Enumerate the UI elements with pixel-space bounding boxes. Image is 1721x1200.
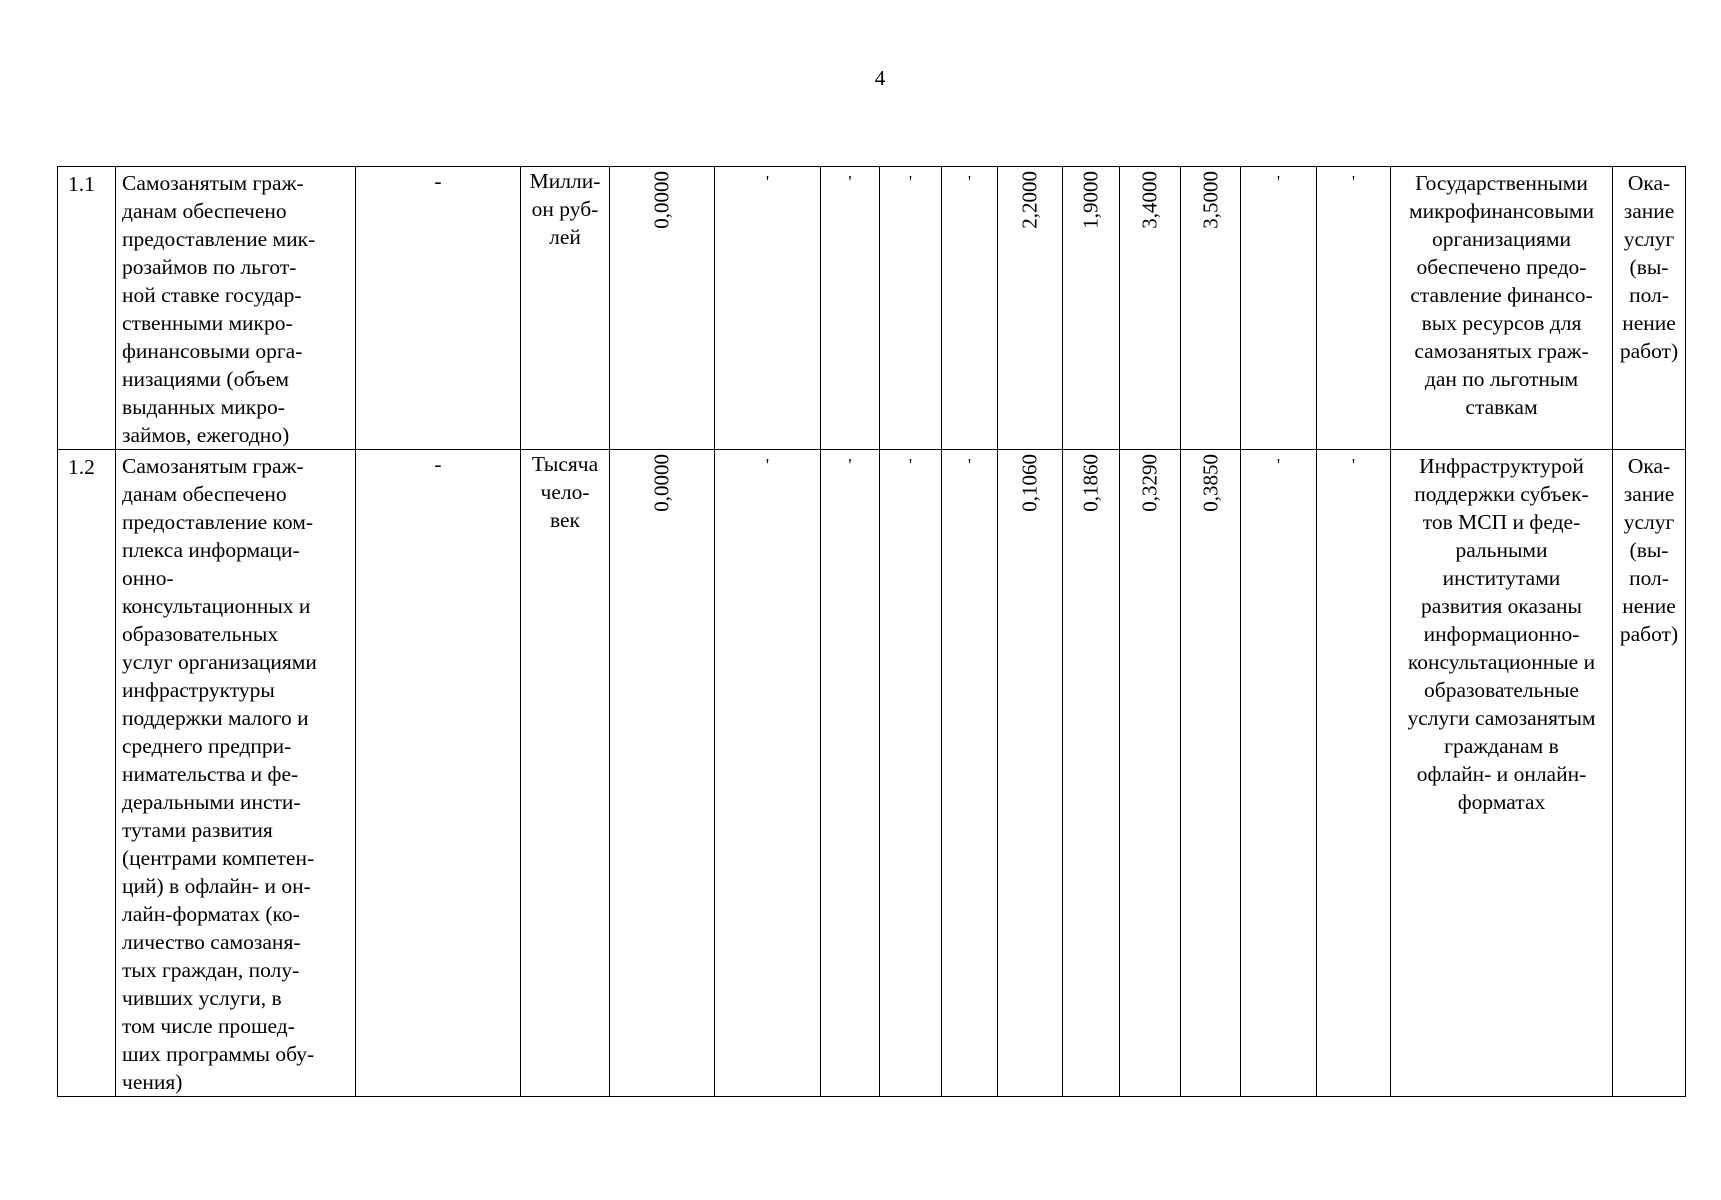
empty-mark: '	[967, 172, 972, 192]
indicator-type: -	[356, 450, 521, 1097]
year-value: 0,3290	[1137, 454, 1162, 512]
empty-mark: '	[1351, 172, 1356, 192]
table-row	[58, 167, 1686, 450]
value-cell	[715, 450, 821, 1097]
year-value: 0,1860	[1078, 454, 1103, 512]
year-value: 0,3850	[1198, 454, 1222, 512]
value-cell	[1181, 167, 1241, 450]
value-cell	[880, 167, 942, 450]
value-cell	[1241, 450, 1317, 1097]
unit-of-measure	[521, 450, 610, 1097]
value-cell	[942, 450, 998, 1097]
result-form	[1613, 167, 1686, 450]
value-cell	[1120, 450, 1181, 1097]
year-value: 3,4000	[1137, 171, 1162, 229]
empty-mark: '	[1351, 455, 1356, 475]
empty-mark: '	[848, 172, 852, 192]
result-text: Инфраструктурой поддержки субъек- тов МСП и феде- ральными институтами развития оказаны информационно- консультационные и образовательные услуги самозанятым гражданам в офлайн- и онлайн- форматах	[1407, 454, 1596, 814]
value-cell	[1241, 167, 1317, 450]
year-value: 3,5000	[1198, 171, 1222, 229]
value-cell	[715, 167, 821, 450]
value-cell	[1181, 450, 1241, 1097]
empty-mark: '	[765, 455, 770, 475]
empty-mark: '	[848, 455, 852, 475]
value-cell	[998, 450, 1063, 1097]
empty-mark: '	[908, 172, 913, 192]
base-value	[610, 167, 715, 450]
indicator-name-text: Самозанятым граж- данам обеспечено предоставление мик- розаймов по льгот- ной ставке государ- ственными микро- финансовыми орга- низациями (объем выданных микро- займов, ежегодно)	[122, 171, 316, 447]
result-form-text: Ока- зание услуг (вы- пол- нение работ)	[1619, 454, 1679, 646]
unit-text: Тысяча чело- век	[531, 452, 599, 532]
base-value	[610, 450, 715, 1097]
result-description	[1391, 167, 1613, 450]
value-cell	[1063, 450, 1120, 1097]
value-cell	[998, 167, 1063, 450]
unit-of-measure	[521, 167, 610, 450]
empty-mark: '	[967, 455, 972, 475]
value-cell	[1063, 167, 1120, 450]
result-form	[1613, 450, 1686, 1097]
empty-mark: '	[908, 455, 913, 475]
value-cell	[880, 450, 942, 1097]
indicator-type: -	[356, 167, 521, 450]
indicator-name	[116, 450, 356, 1097]
year-value: 2,2000	[1017, 171, 1042, 229]
value-cell	[1317, 167, 1391, 450]
table-row	[58, 450, 1686, 1097]
value-cell	[821, 167, 880, 450]
year-value: 0,1060	[1017, 454, 1042, 512]
value-cell	[821, 450, 880, 1097]
result-description	[1391, 450, 1613, 1097]
indicator-name-text: Самозанятым граж- данам обеспечено предоставление ком- плекса информаци- онно- консультационных и образовательных услуг организациями инфраструктуры поддержки малого и среднего предпри- нимательства и фе- деральными инсти- тутами развития (центрами компетен- ций) в офлайн- и он- лайн-форматах (ко- личество самозаня- тых граждан, полу- чивших услуги, в том числе прошед- ших программы обу- чения)	[122, 454, 317, 1094]
empty-mark: '	[765, 172, 770, 192]
empty-mark: '	[1276, 455, 1281, 475]
year-value: 1,9000	[1078, 171, 1103, 229]
unit-text: Милли- он руб- лей	[529, 169, 601, 249]
row-number: 1.1	[58, 167, 116, 450]
row-number: 1.2	[58, 450, 116, 1097]
indicator-name	[116, 167, 356, 450]
empty-mark: '	[1276, 172, 1281, 192]
base-value-text: 0,0000	[649, 171, 674, 229]
page-number: 4	[874, 66, 886, 90]
result-form-text: Ока- зание услуг (вы- пол- нение работ)	[1619, 171, 1679, 363]
value-cell	[942, 167, 998, 450]
results-table	[57, 166, 1686, 1097]
value-cell	[1120, 167, 1181, 450]
result-text: Государственными микрофинансовыми организациями обеспечено предо- ставление финансо- вых ресурсов для самозанятых граж- дан по льготным ставкам	[1408, 171, 1595, 419]
value-cell	[1317, 450, 1391, 1097]
base-value-text: 0,0000	[649, 454, 674, 512]
